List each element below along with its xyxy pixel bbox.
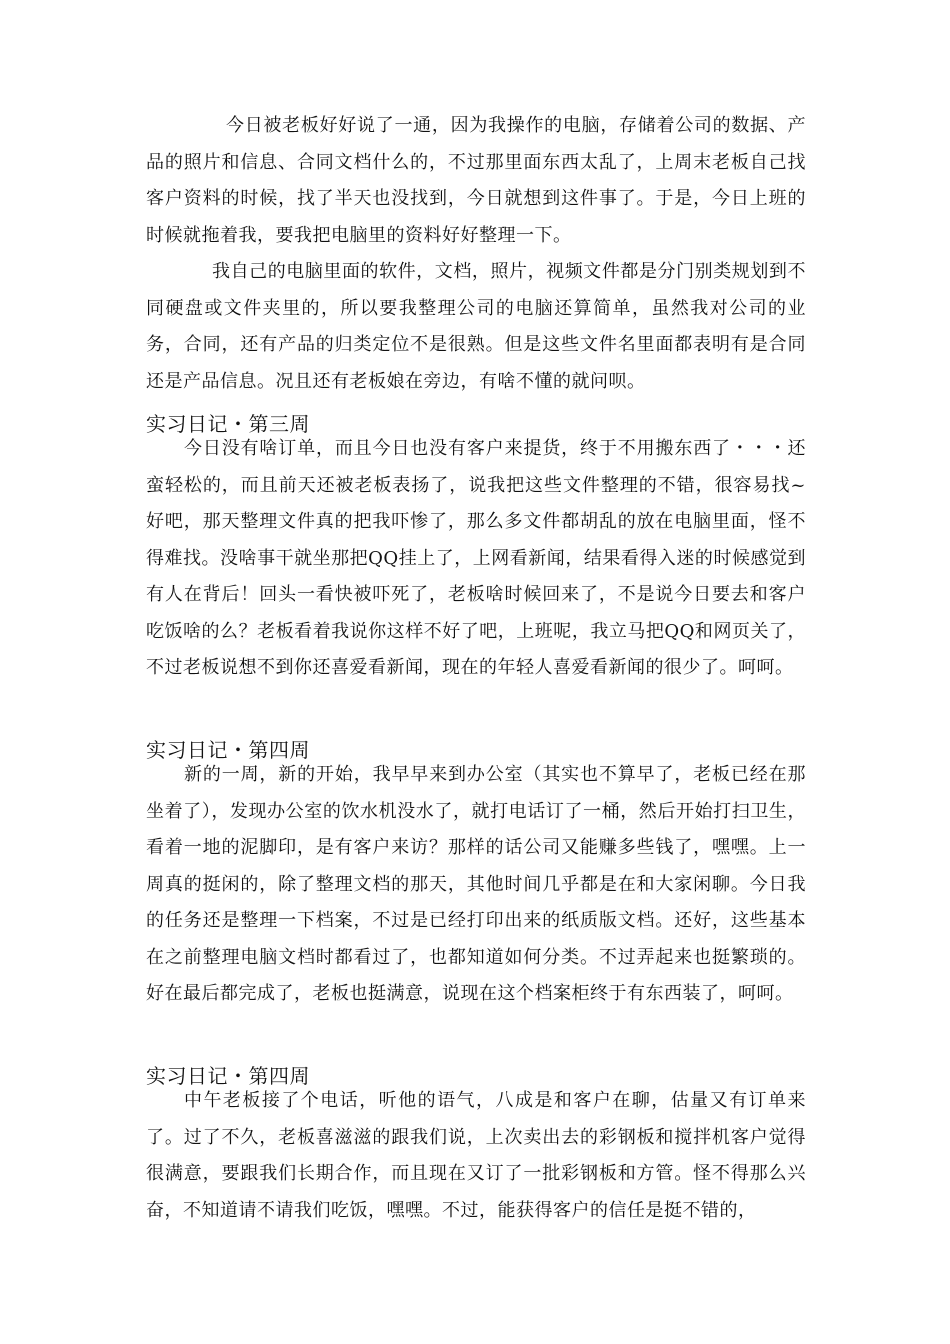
paragraph-week-three-entry: 今日没有啥订单，而且今日也没有客户来提货，终于不用搬东西了・・・还蛮轻松的，而且前天还被老板表扬了，说我把这些文件整理的不错，很容易找~好吧，那天整理文件真的把我吓惨了，那么多文件都胡乱的放在电脑里面，怪不得难找。没啥事干就坐那把QQ挂上了，上网看新闻，结果看得入迷的时候感觉到有人在背后！回头一看快被吓死了，老板啥时候回来了，不是说今日要去和客户吃饭啥的么？老板看着我说你这样不好了吧，上班呢，我立马把QQ和网页关了，不过老板说想不到你还喜爱看新闻，现在的年轻人喜爱看新闻的很少了。呵呵。 xyxy=(146,438,806,678)
heading-week-four: 实习日记・第四周 xyxy=(146,738,310,762)
paragraph-week-four-second-entry: 中午老板接了个电话，听他的语气，八成是和客户在聊，估量又有订单来了。过了不久，老板喜滋滋的跟我们说，上次卖出去的彩钢板和搅拌机客户觉得很满意，要跟我们长期合作，而且现在又订了一批彩钢板和方管。怪不得那么兴奋，不知道请不请我们吃饭，嘿嘿。不过，能获得客户的信任是挺不错的， xyxy=(146,1090,806,1221)
paragraph-computer-cleanup-intro: 今日被老板好好说了一通，因为我操作的电脑，存储着公司的数据、产品的照片和信息、合同文档什么的，不过那里面东西太乱了，上周末老板自己找客户资料的时候，找了半天也没找到，今日就想到这件事了。于是，今日上班的时候就拖着我，要我把电脑里的资料好好整理一下。 xyxy=(146,115,806,246)
heading-week-three: 实习日记・第三周 xyxy=(146,412,310,436)
paragraph-file-organization: 我自己的电脑里面的软件，文档，照片，视频文件都是分门别类规划到不同硬盘或文件夹里的，所以要我整理公司的电脑还算简单，虽然我对公司的业务，合同，还有产品的归类定位不是很熟。但是这些文件名里面都表明有是合同还是产品信息。况且还有老板娘在旁边，有啥不懂的就问呗。 xyxy=(146,261,806,392)
heading-week-four-second: 实习日记・第四周 xyxy=(146,1064,310,1088)
paragraph-week-four-entry: 新的一周，新的开始，我早早来到办公室（其实也不算早了，老板已经在那坐着了），发现办公室的饮水机没水了，就打电话订了一桶，然后开始打扫卫生，看着一地的泥脚印，是有客户来访？那样的话公司又能赚多些钱了，嘿嘿。上一周真的挺闲的，除了整理文档的那天，其他时间几乎都是在和大家闲聊。今日我的任务还是整理一下档案，不过是已经打印出来的纸质版文档。还好，这些基本在之前整理电脑文档时都看过了，也都知道如何分类。不过弄起来也挺繁琐的。好在最后都完成了，老板也挺满意，说现在这个档案柜终于有东西装了，呵呵。 xyxy=(146,764,806,1004)
